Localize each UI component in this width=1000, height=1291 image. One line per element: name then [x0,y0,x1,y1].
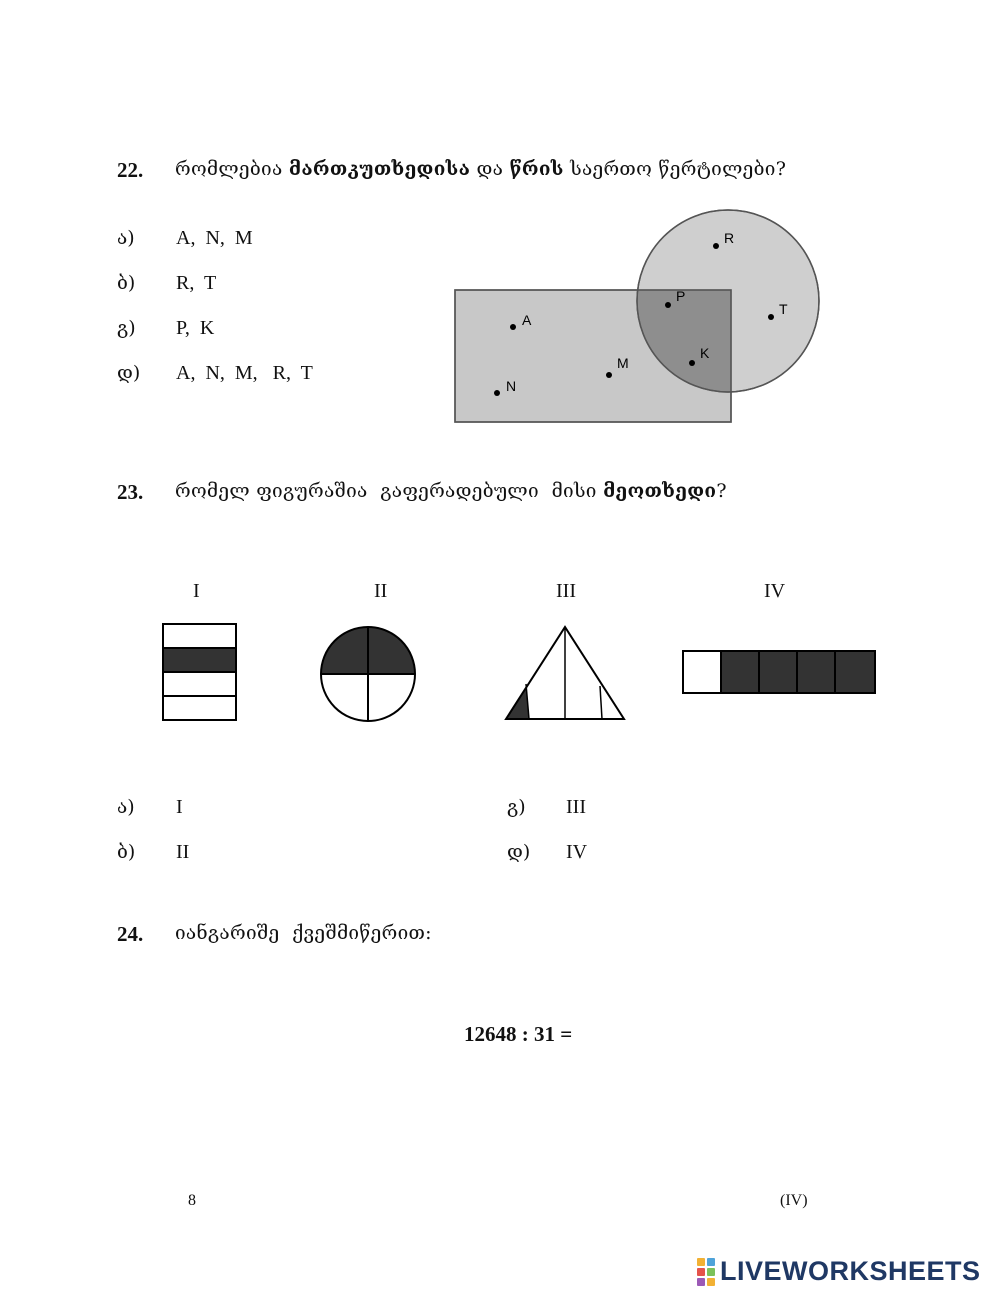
point-r-label: R [724,230,735,246]
figure-label-2: II [374,580,388,602]
point-t-dot [768,314,774,320]
point-r-dot [713,243,719,249]
q24-text: იანგარიშე ქვეშმიწერით: [175,922,432,944]
q23-option-c[interactable]: გ) III [507,796,586,818]
q22-text: რომლებია მართკუთხედისა და წრის საერთო წერტილები? [175,158,787,180]
figure-label-3: III [556,580,576,602]
figure-label-4: IV [764,580,786,602]
q24-number: 24. [117,922,144,946]
q23-number: 23. [117,480,144,504]
q22-number: 22. [117,158,144,182]
q23-option-b[interactable]: ბ) II [117,841,190,863]
q22-venn-diagram [440,200,840,440]
figure-iv-bar [680,648,880,696]
q22-option-a[interactable]: ა) A, N, M [117,227,253,249]
point-a-label: A [522,312,532,328]
point-p-label: P [676,288,686,304]
q23-text: რომელ ფიგურაშია გაფერადებული მისი მეოთხედი? [175,480,727,502]
q22-option-b[interactable]: ბ) R, T [117,272,217,294]
q22-option-c[interactable]: გ) P, K [117,317,215,339]
point-m-label: M [617,355,629,371]
figure-label-1: I [193,580,200,602]
brand-name[interactable]: LIVEWORKSHEETS [720,1256,981,1286]
figure-i-rectangle [160,622,240,724]
page-number: 8 [188,1192,196,1209]
point-t-label: T [779,301,788,317]
point-a-dot [510,324,516,330]
point-m-dot [606,372,612,378]
figure-ii-circle [318,622,420,726]
point-k-dot [689,360,695,366]
q23-option-d[interactable]: დ) IV [507,841,588,863]
brand-logo-icon [697,1258,719,1288]
q22-option-d[interactable]: დ) A, N, M, R, T [117,362,313,384]
point-k-label: K [700,345,710,361]
figure-iii-triangle [502,624,630,724]
variant-label: (IV) [780,1192,808,1209]
q23-option-a[interactable]: ა) I [117,796,183,818]
point-p-dot [665,302,671,308]
q24-expression: 12648 : 31 = [464,1022,573,1046]
point-n-dot [494,390,500,396]
point-n-label: N [506,378,517,394]
